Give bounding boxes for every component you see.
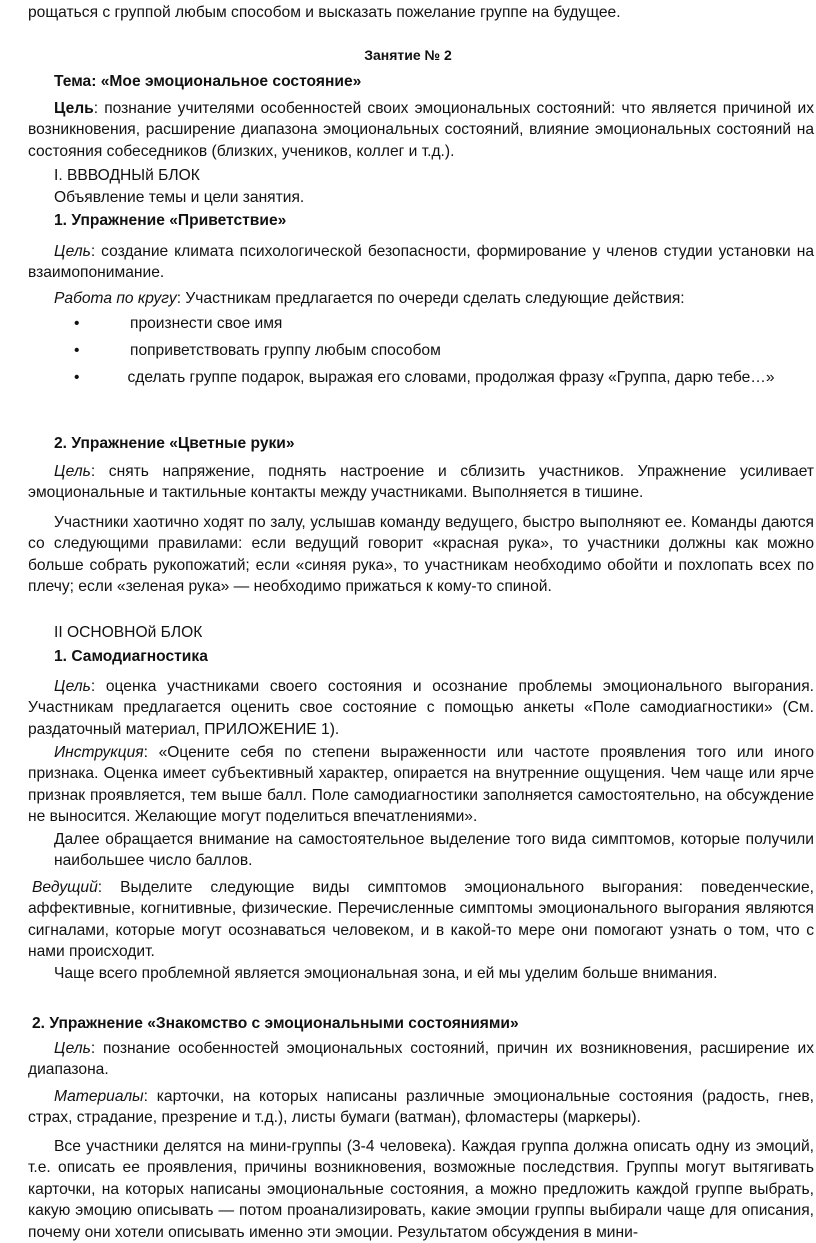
bullet-marker: • xyxy=(74,369,80,386)
ex1-goal-label: Цель xyxy=(54,243,91,260)
goal-label: Цель xyxy=(54,100,94,117)
bullet-item: сделать группе подарок, выражая его словами, продолжая фразу «Группа, дарю тебе…» xyxy=(127,369,775,386)
goal-text: : познание учителями особенностей своих эмоциональных состояний: что является причиной их возникновения, расширение диапазона эмоциональных состояний, влияние эмоциональных состояний на состояния собеседников (близких, учеников, коллег и т.д.). xyxy=(28,100,814,160)
ex2-goal-paragraph xyxy=(28,461,814,504)
materials-label: Материалы xyxy=(54,1088,144,1105)
instruction-paragraph xyxy=(28,742,814,828)
ex2-goal-text: : снять напряжение, поднять настроение и сблизить участников. Упражнение усиливает эмоциональные и тактильные контакты между участниками. Выполняется в тишине. xyxy=(28,463,814,502)
topic-value: «Мое эмоциональное состояние» xyxy=(100,73,362,90)
instruction-label: Инструкция xyxy=(54,744,144,761)
ex3-goal-paragraph xyxy=(28,1038,814,1081)
lesson-title: Занятие № 2 xyxy=(364,47,452,63)
bullet-item: поприветствовать группу любым способом xyxy=(130,342,441,359)
topic-line xyxy=(54,71,814,92)
materials-text: : карточки, на которых написаны различные эмоциональные состояния (радость, гнев, страх, страдание, презрение и т.д.), листы бумаги (ватман), фломастеры (маркеры). xyxy=(28,1088,814,1127)
bullet-item-wrapped xyxy=(28,367,814,388)
self-goal-text: : оценка участниками своего состояния и осознание проблемы эмоционального выгорания. Участникам предлагается оценить свое состояние с помощью анкеты «Поле самодиагностики» (См. раздаточный материал, ПРИЛОЖЕНИЕ 1). xyxy=(28,678,814,738)
topic-label: Тема: xyxy=(54,73,101,90)
intro-tail: рощаться с группой любым способом и высказать пожелание группе на будущее. xyxy=(28,4,621,21)
ex1-title: 1. Упражнение «Приветствие» xyxy=(54,212,287,229)
block1-title: I. ВВВОДНЫй БЛОК xyxy=(54,167,200,184)
ex1-work-paragraph xyxy=(54,288,814,309)
leader-paragraph xyxy=(28,877,814,963)
ex3-goal-label: Цель xyxy=(54,1040,91,1057)
often-paragraph: Чаще всего проблемной является эмоциональная зона, и ей мы уделим больше внимания. xyxy=(54,965,718,982)
ex2-paragraph: Участники хаотично ходят по залу, услышав команду ведущего, быстро выполняют ее. Команды даются со следующими правилами: если ведущий говорит «красная рука», то участники должны как можно больше собрать рукопожатий; если «синяя рука», то участникам необходимо обойти и похлопать всех по плечу; если «зеленая рука» — необходимо прижаться к кому-то спиной. xyxy=(28,514,814,596)
groups-paragraph: Все участники делятся на мини-группы (3-4 человека). Каждая группа должна описать одну из эмоций, т.е. описать ее проявления, причины возникновения, возможные последствия. Группы могут вытягивать карточки, на которых написаны эмоциональные состояния, а можно предложить каждой группе выбрать, какую эмоцию описывать — потом проанализировать, какие эмоции группы выбирали чаще для описания, почему они хотели описывать именно эти эмоции. Результатом обсуждения в мини- xyxy=(28,1138,814,1241)
ex2-title: 2. Упражнение «Цветные руки» xyxy=(54,435,295,452)
goal-paragraph xyxy=(28,98,814,162)
ex2-goal-label: Цель xyxy=(54,463,91,480)
ex3-goal-text: : познание особенностей эмоциональных состояний, причин их возникновения, расширение их диапазона. xyxy=(28,1040,814,1079)
self-goal-paragraph xyxy=(28,676,814,740)
further-paragraph: Далее обращается внимание на самостоятельное выделение того вида симптомов, которые получили наибольшее число баллов. xyxy=(54,831,814,870)
bullet-item: произнести свое имя xyxy=(130,315,283,332)
materials-paragraph xyxy=(28,1086,814,1129)
ex3-title: 2. Упражнение «Знакомство с эмоциональными состояниями» xyxy=(32,1015,519,1032)
instruction-text: : «Оцените себя по степени выраженности или частоте проявления того или иного признака. Оценка имеет субъективный характер, опирается на внутренние ощущения. Чем чаще или ярче признак проявляется, тем выше балл. Поле самодиагностики заполняется самостоятельно, на обсуждение не выносится. Желающие могут поделиться впечатлениями». xyxy=(28,744,814,826)
bullet-marker: • xyxy=(74,342,80,359)
self-goal-label: Цель xyxy=(54,678,91,695)
block2-title: II ОСНОВНОй БЛОК xyxy=(54,624,203,641)
bullet-marker: • xyxy=(74,315,80,332)
ex1-work-label: Работа по кругу xyxy=(54,290,177,307)
leader-text: : Выделите следующие виды симптомов эмоционального выгорания: поведенческие, аффективные, когнитивные, физические. Перечисленные симптомы эмоционального выгорания являются сигналами, которые могут осознаваться человеком, и в какой-то мере они помогают узнать о том, что с нами происходит. xyxy=(28,879,814,961)
ex1-goal-text: : создание климата психологической безопасности, формирование у членов студии установки на взаимопонимание. xyxy=(28,243,814,282)
leader-label: Ведущий xyxy=(32,879,98,896)
ex1-work-text: : Участникам предлагается по очереди сделать следующие действия: xyxy=(176,290,685,307)
self-title: 1. Самодиагностика xyxy=(54,648,208,665)
announce-text: Объявление темы и цели занятия. xyxy=(54,189,305,206)
ex1-goal-paragraph xyxy=(28,241,814,284)
